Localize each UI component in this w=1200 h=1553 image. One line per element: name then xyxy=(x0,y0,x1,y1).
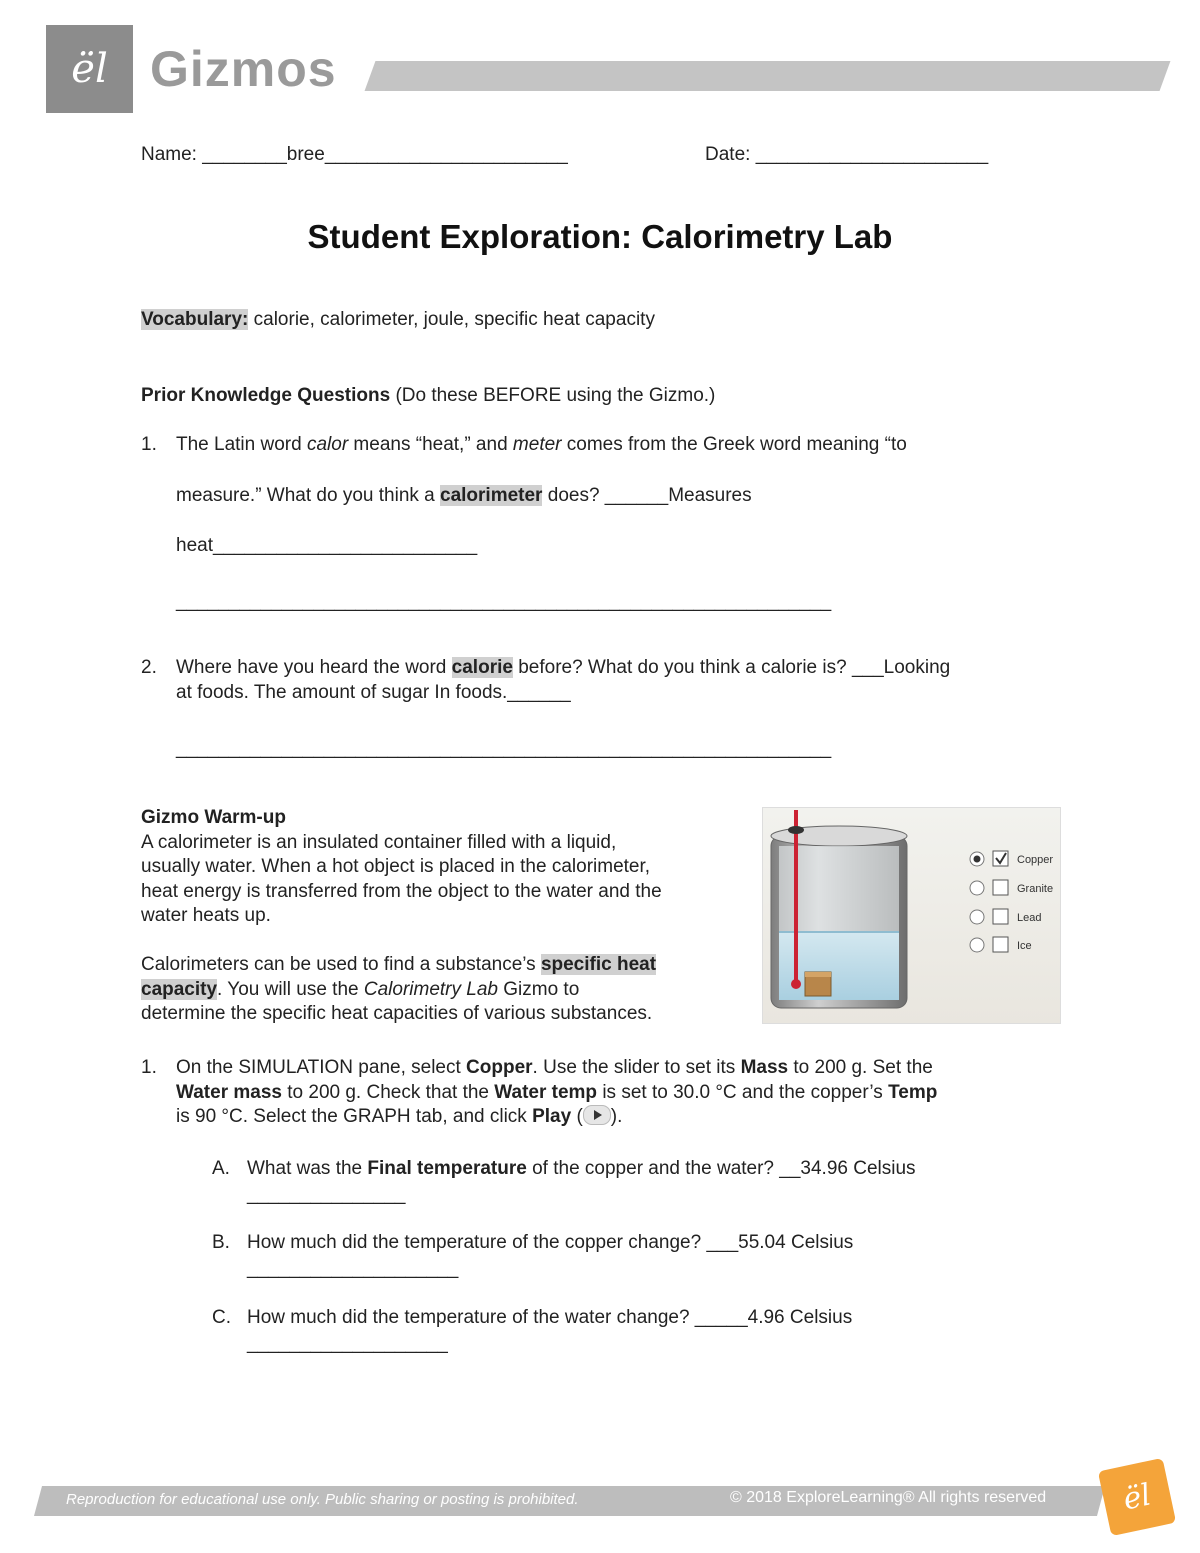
warmup-heading: Gizmo Warm-up xyxy=(141,807,286,828)
q1-text: means “heat,” and xyxy=(348,434,513,455)
term-water-mass: Water mass xyxy=(176,1081,282,1103)
task-text: . Use the slider to set its xyxy=(532,1057,741,1078)
term-mass: Mass xyxy=(740,1057,789,1078)
option-ice[interactable]: Ice xyxy=(1017,940,1032,952)
q1-word-calor: calor xyxy=(306,434,349,455)
warmup-p1-line: water heats up. xyxy=(141,905,271,926)
task-1-line-2 xyxy=(176,1081,1076,1106)
page-title: Student Exploration: Calorimetry Lab xyxy=(307,218,893,255)
task-1-line-3 xyxy=(176,1105,1076,1130)
term-play: Play xyxy=(532,1106,572,1127)
warmup-p1-line: A calorimeter is an insulated container filled with a liquid, xyxy=(141,831,617,853)
task-text: is set to 30.0 °C and the copper’s xyxy=(597,1081,889,1103)
question-b-letter: B. xyxy=(212,1232,230,1253)
q1-text: does? ______Measures xyxy=(542,485,752,506)
date-label: Date: xyxy=(705,144,751,165)
vocabulary-label: Vocabulary: xyxy=(141,309,249,330)
term-specific-heat: specific heat xyxy=(540,954,657,975)
question-1-line-1 xyxy=(176,433,907,457)
prior-knowledge-heading xyxy=(141,384,715,408)
task-1-number: 1. xyxy=(141,1057,157,1078)
question-a-blank[interactable]: _______________ xyxy=(247,1184,406,1205)
question-2-line-1 xyxy=(176,656,950,680)
option-granite[interactable]: Granite xyxy=(1017,883,1054,895)
question-c-blank[interactable]: ___________________ xyxy=(247,1333,448,1354)
name-value: ________bree_______________________ xyxy=(202,144,568,165)
header-bar xyxy=(365,61,1171,91)
footer-notice: Reproduction for educational use only. Public sharing or posting is prohibited. xyxy=(66,1491,579,1508)
question-2-blank-line[interactable]: ______________________________________________________________ xyxy=(176,738,832,759)
date-value: ______________________ xyxy=(755,144,989,165)
task-text: to 200 g. Set the xyxy=(788,1057,933,1078)
warmup-text: . You will use the xyxy=(217,978,364,1000)
warmup-p1-line: heat energy is transferred from the object to the water and the xyxy=(141,880,662,902)
qa-text: What was the xyxy=(247,1158,368,1179)
explorelearning-logo xyxy=(1098,1458,1176,1536)
question-b-text[interactable]: How much did the temperature of the copper change? ___55.04 Celsius xyxy=(247,1232,854,1253)
question-1-number: 1. xyxy=(141,434,157,455)
prior-heading-text: Prior Knowledge Questions xyxy=(141,385,391,406)
question-1-line-2 xyxy=(176,484,752,508)
q1-term-calorimeter: calorimeter xyxy=(440,485,543,506)
task-text: On the SIMULATION pane, select xyxy=(176,1057,467,1078)
q2-term-calorie: calorie xyxy=(451,657,513,678)
gizmo-name: Calorimetry Lab xyxy=(363,978,498,1000)
question-a-text xyxy=(247,1157,916,1181)
name-label: Name: xyxy=(141,144,197,165)
calorimeter-illustration xyxy=(763,808,1060,1023)
q2-text: before? What do you think a calorie is? ___Looking xyxy=(512,657,951,678)
date-field[interactable] xyxy=(705,143,988,167)
task-text: ). xyxy=(610,1106,623,1127)
question-a-letter: A. xyxy=(212,1158,230,1179)
term-copper: Copper xyxy=(466,1057,533,1078)
footer-logo-mark: ël xyxy=(1119,1477,1155,1517)
vocabulary-terms: calorie, calorimeter, joule, specific heat capacity xyxy=(253,309,655,330)
question-1-answer[interactable]: heat_________________________ xyxy=(176,535,478,556)
name-field[interactable] xyxy=(141,143,568,167)
warmup-p2-line-3: determine the specific heat capacities of various substances. xyxy=(141,1003,653,1024)
q2-text: Where have you heard the word xyxy=(176,657,452,678)
qa-text[interactable]: of the copper and the water? __34.96 Celsius xyxy=(526,1158,916,1179)
option-lead[interactable]: Lead xyxy=(1017,912,1042,924)
task-text: ( xyxy=(571,1106,583,1127)
brand-name: Gizmos xyxy=(150,41,337,97)
calorimeter-figure xyxy=(762,807,1061,1024)
warmup-text: Calorimeters can be used to find a substance’s xyxy=(141,954,541,975)
task-1-instructions xyxy=(176,1056,1076,1130)
question-2-number: 2. xyxy=(141,657,157,678)
play-icon xyxy=(583,1105,611,1125)
task-text: to 200 g. Check that the xyxy=(281,1081,495,1103)
q1-text: The Latin word xyxy=(176,434,307,455)
warmup-p2-line-1 xyxy=(141,953,741,978)
prior-subheading-text: (Do these BEFORE using the Gizmo.) xyxy=(395,385,716,406)
warmup-p2-line-2 xyxy=(141,978,741,1003)
task-text: is 90 °C. Select the GRAPH tab, and click xyxy=(176,1106,533,1127)
substance-options[interactable] xyxy=(970,851,1053,952)
question-b-blank[interactable]: ____________________ xyxy=(247,1258,459,1279)
q1-text: comes from the Greek word meaning “to xyxy=(561,434,907,455)
gizmos-logo xyxy=(46,25,133,113)
footer-copyright: © 2018 ExploreLearning® All rights reserved xyxy=(730,1489,1047,1506)
question-1-blank-line[interactable]: ______________________________________________________________ xyxy=(176,591,832,612)
term-water-temp: Water temp xyxy=(494,1081,598,1103)
term-capacity: capacity xyxy=(141,978,218,1000)
term-temp: Temp xyxy=(888,1081,938,1103)
question-c-letter: C. xyxy=(212,1307,231,1328)
q1-text: measure.” What do you think a xyxy=(176,485,441,506)
q1-word-meter: meter xyxy=(512,434,562,455)
task-1-line-1 xyxy=(176,1056,1076,1081)
logo-mark: ël xyxy=(71,46,108,92)
warmup-text: Gizmo to xyxy=(497,978,580,1000)
vocabulary xyxy=(141,308,655,332)
warmup-section xyxy=(141,806,741,1027)
question-c-text[interactable]: How much did the temperature of the water change? _____4.96 Celsius xyxy=(247,1307,853,1328)
option-copper[interactable]: Copper xyxy=(1017,854,1054,866)
question-2-line-2[interactable]: at foods. The amount of sugar In foods.______ xyxy=(176,682,571,703)
warmup-p1-line: usually water. When a hot object is placed in the calorimeter, xyxy=(141,856,651,877)
term-final-temperature: Final temperature xyxy=(367,1158,527,1179)
